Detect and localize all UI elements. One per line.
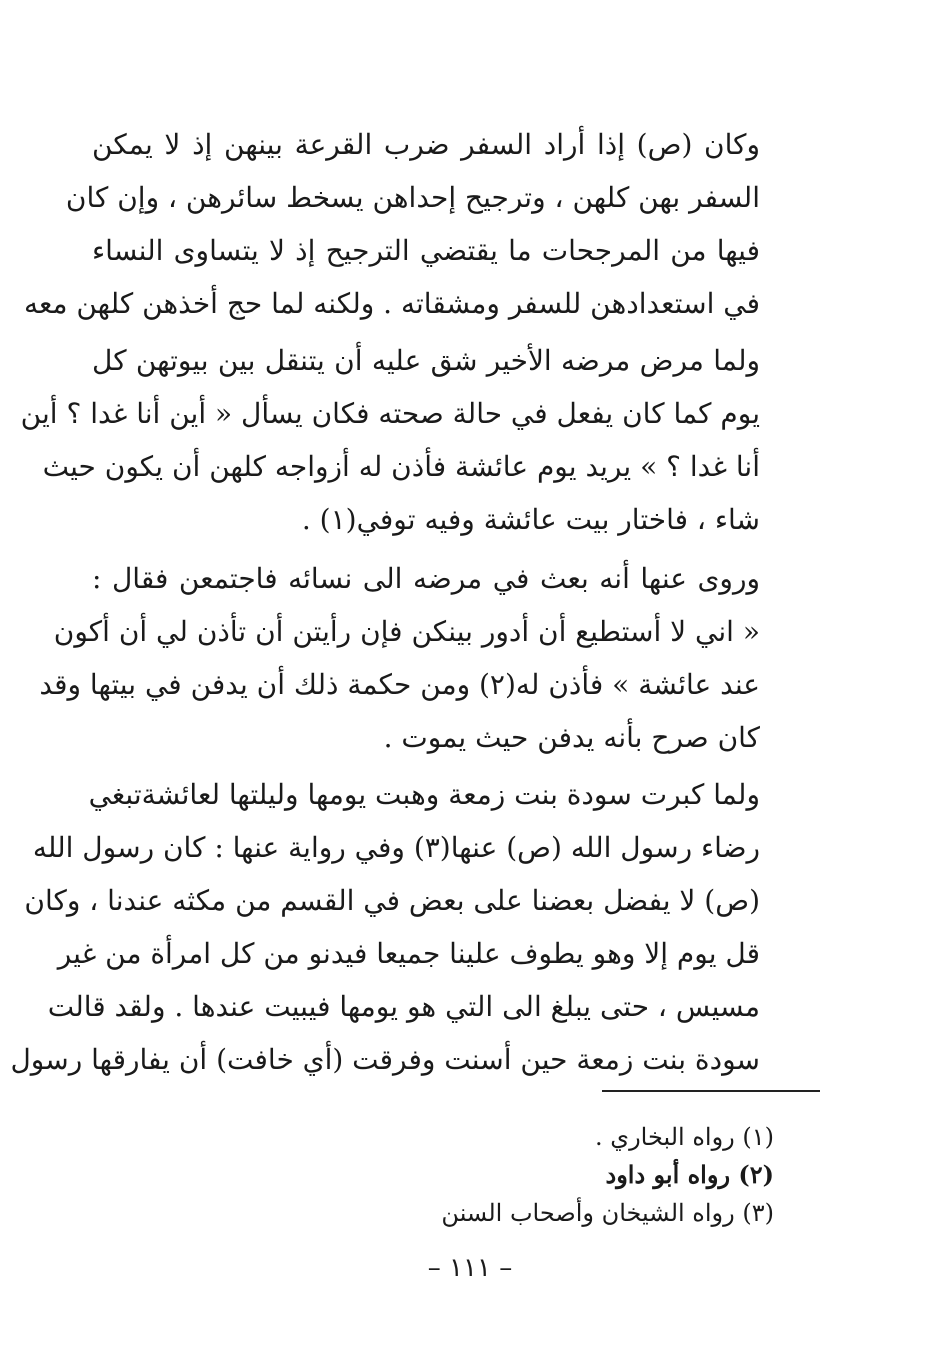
footnote-1: (١) رواه البخاري . [595, 1123, 774, 1151]
text-line: مسيس ، حتى يبلغ الى التي هو يومها فيبيت عندها . ولقد قالت [47, 990, 760, 1023]
paragraph-2 [20, 334, 760, 546]
text-line: وكان (ص) إذا أراد السفر ضرب القرعة بينهن إذ لا يمكن [92, 128, 760, 161]
paragraph-4 [10, 768, 760, 1086]
text-line: (ص) لا يفضل بعضنا على بعض في القسم من مكثه عندنا ، وكان [24, 884, 760, 917]
text-line: ولما مرض مرضه الأخير شق عليه أن يتنقل بين بيوتهن كل [92, 344, 760, 377]
text-line: يوم كما كان يفعل في حالة صحته فكان يسأل « أين أنا غدا ؟ أين [20, 397, 760, 430]
text-line: في استعدادهن للسفر ومشقاته . ولكنه لما حج أخذهن كلهن معه [23, 287, 760, 320]
footnote-3: (٣) رواه الشيخان وأصحاب السنن [441, 1199, 774, 1227]
page-number: – ١١١ – [427, 1253, 513, 1283]
text-line: قل يوم إلا وهو يطوف علينا جميعا فيدنو من كل امرأة من غير [57, 937, 760, 970]
text-line: سودة بنت زمعة حين أسنت وفرقت (أي خافت) أن يفارقها رسول [10, 1043, 760, 1076]
text-line: شاء ، فاختار بيت عائشة وفيه توفي(١) . [301, 503, 760, 536]
text-line: « اني لا أستطيع أن أدور بينكن فإن رأيتن أن تأذن لي أن أكون [53, 615, 760, 648]
text-line: ولما كبرت سودة بنت زمعة وهبت يومها وليلتها لعائشةتبغي [88, 778, 760, 811]
footnote-2: (٢) رواه أبو داود [605, 1160, 774, 1189]
footnotes [354, 1118, 774, 1232]
text-line: أنا غدا ؟ » يريد يوم عائشة فأذن له أزواجه كلهن أن يكون حيث [42, 450, 760, 483]
footnote-divider [602, 1090, 820, 1092]
text-line: السفر بهن كلهن ، وترجيح إحداهن يسخط سائرهن ، وإن كان [65, 181, 760, 214]
text-line: رضاء رسول الله (ص) عنها(٣) وفي رواية عنها : كان رسول الله [32, 831, 760, 864]
paragraph-1 [23, 118, 760, 330]
text-line: وروى عنها أنه بعث في مرضه الى نسائه فاجتمعن فقال : [92, 562, 760, 595]
text-line: كان صرح بأنه يدفن حيث يموت . [383, 721, 760, 754]
text-line: فيها من المرجحات ما يقتضي الترجيح إذ لا يتساوى النساء [92, 234, 760, 267]
paragraph-3 [39, 552, 760, 764]
text-line: عند عائشة » فأذن له(٢) ومن حكمة ذلك أن يدفن في بيتها وقد [39, 668, 760, 701]
